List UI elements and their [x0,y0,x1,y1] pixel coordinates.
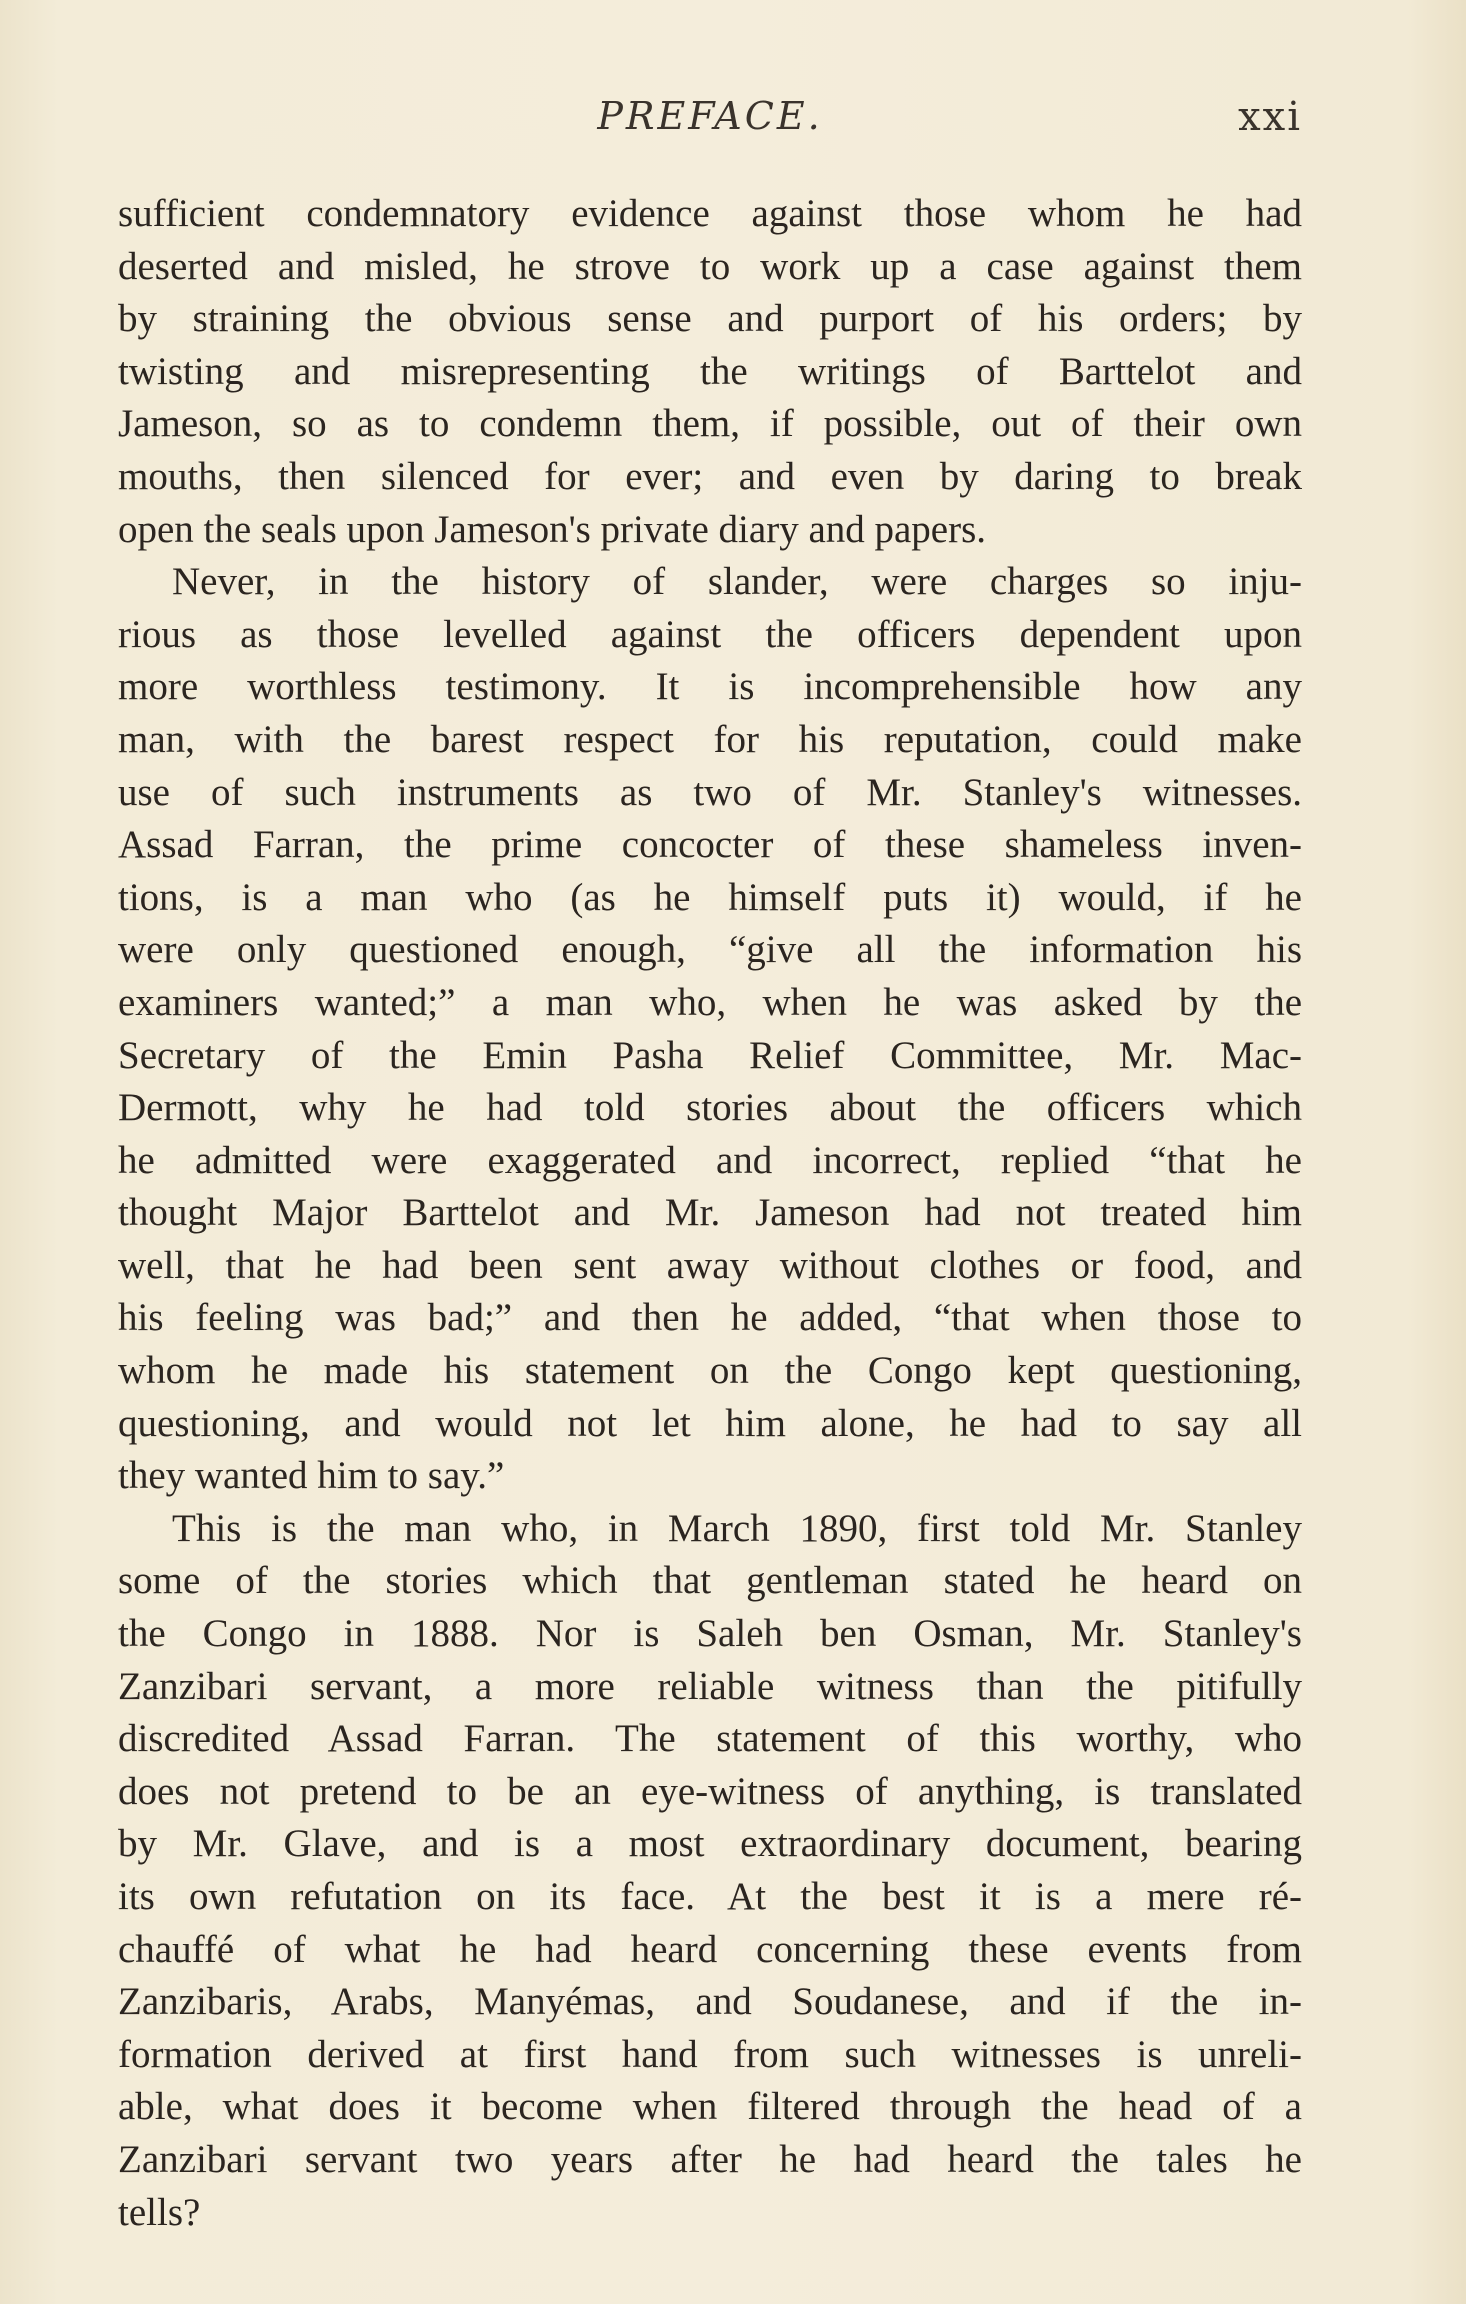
body-text [118,188,1302,2239]
running-title: PREFACE. [597,94,823,138]
text-line: they wanted him to say.” [118,1454,505,1498]
text-line: Secretary of the Emin Pasha Relief Committee, Mr. Mac- [118,1033,1302,1077]
text-line: his feeling was bad;” and then he added, “that when those to [118,1296,1302,1340]
paragraph [118,188,1302,556]
text-line: tions, is a man who (as he himself puts it) would, if he [118,875,1302,919]
text-line: thought Major Barttelot and Mr. Jameson had not treated him [118,1191,1302,1235]
text-line: able, what does it become when filtered through the head of a [118,2085,1302,2129]
text-line: Jameson, so as to condemn them, if possible, out of their own [118,402,1302,446]
paragraph [118,556,1302,1503]
text-line: the Congo in 1888. Nor is Saleh ben Osman, Mr. Stanley's [118,1612,1302,1656]
text-line: rious as those levelled against the officers dependent upon [118,612,1302,656]
text-line: Zanzibari servant two years after he had heard the tales he [118,2137,1302,2181]
page-number: xxi [1238,94,1302,140]
text-line: examiners wanted;” a man who, when he was asked by the [118,980,1302,1024]
text-line: use of such instruments as two of Mr. Stanley's witnesses. [118,770,1302,814]
text-line: mouths, then silenced for ever; and even by daring to break [118,454,1302,498]
text-line: were only questioned enough, “give all the information his [118,928,1302,972]
text-line: Assad Farran, the prime concocter of these shameless inven- [118,823,1302,867]
text-line: discredited Assad Farran. The statement of this worthy, who [118,1717,1302,1761]
text-line: This is the man who, in March 1890, first told Mr. Stanley [172,1506,1302,1550]
text-line: formation derived at first hand from such witnesses is unreli- [118,2032,1302,2076]
text-line: Never, in the history of slander, were charges so inju- [172,560,1302,604]
text-line: by straining the obvious sense and purport of his orders; by [118,297,1302,341]
text-line: chauffé of what he had heard concerning these events from [118,1927,1302,1971]
text-line: he admitted were exaggerated and incorrect, replied “that he [118,1138,1302,1182]
text-line: whom he made his statement on the Congo kept questioning, [118,1349,1302,1393]
text-line: some of the stories which that gentleman stated he heard on [118,1559,1302,1603]
paragraph [118,1503,1302,2239]
text-line: Dermott, why he had told stories about the officers which [118,1086,1302,1130]
text-line: Zanzibari servant, a more reliable witness than the pitifully [118,1664,1302,1708]
text-line: Zanzibaris, Arabs, Manyémas, and Soudanese, and if the in- [118,1980,1302,2024]
text-line: more worthless testimony. It is incomprehensible how any [118,665,1302,709]
text-line: questioning, and would not let him alone, he had to say all [118,1401,1302,1445]
page-header [118,86,1302,146]
text-line: does not pretend to be an eye-witness of anything, is translated [118,1769,1302,1813]
text-line: its own refutation on its face. At the best it is a mere ré- [118,1875,1302,1918]
text-line: sufficient condemnatory evidence against those whom he had [118,192,1302,235]
text-line: well, that he had been sent away without clothes or food, and [118,1243,1302,1287]
text-line: open the seals upon Jameson's private diary and papers. [118,507,987,551]
text-line: man, with the barest respect for his reputation, could make [118,717,1302,761]
text-line: twisting and misrepresenting the writings of Barttelot and [118,349,1302,393]
text-line: deserted and misled, he strove to work up a case against them [118,244,1302,288]
text-line: by Mr. Glave, and is a most extraordinary document, bearing [118,1822,1302,1866]
text-line: tells? [118,2190,201,2234]
